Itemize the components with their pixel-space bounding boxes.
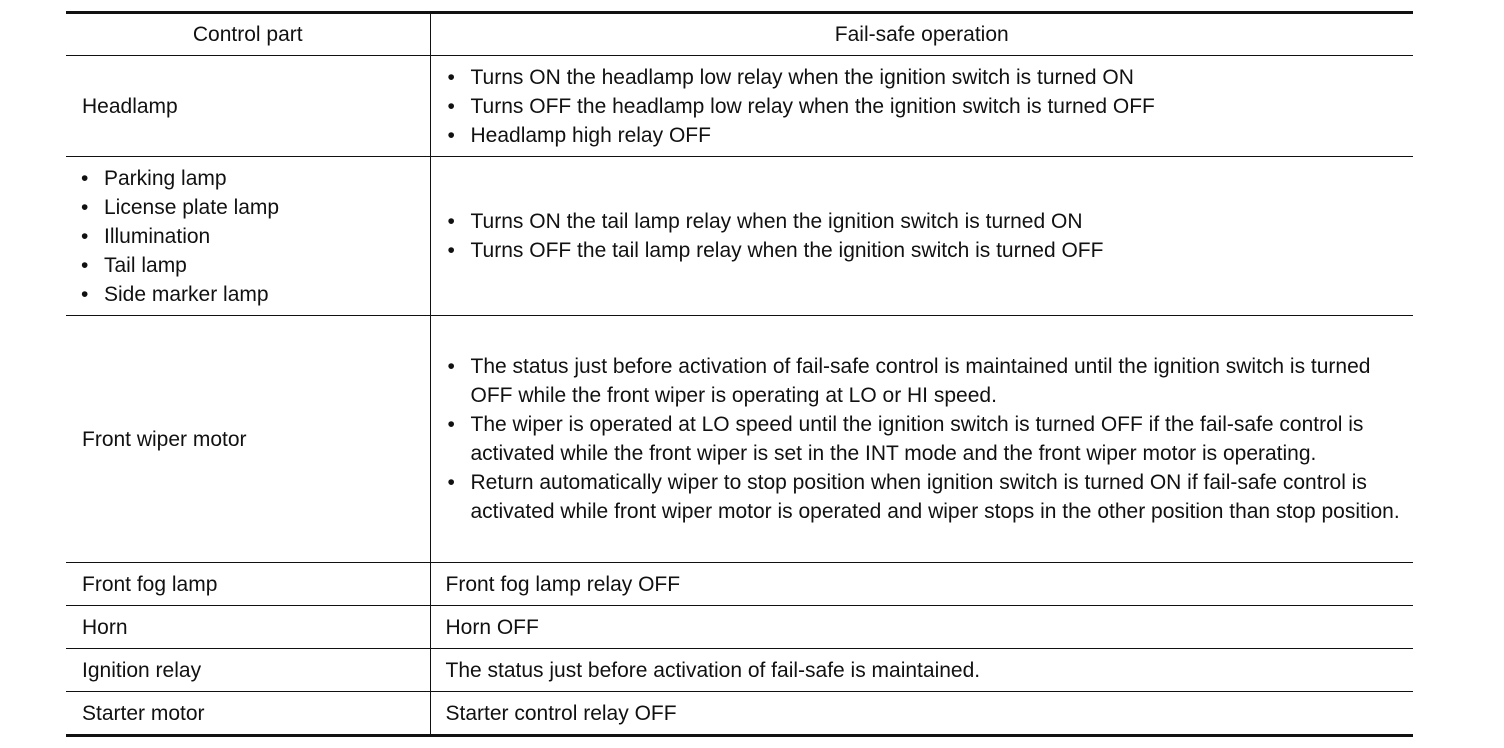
operation-cell: The status just before activation of fail-safe is maintained. — [430, 649, 1413, 692]
table-row — [66, 316, 1413, 563]
control-part-list — [79, 164, 430, 309]
control-part-cell: Starter motor — [66, 692, 430, 736]
list-item: • Tail lamp — [79, 251, 430, 280]
control-part-cell — [66, 157, 430, 316]
list-item: • Turns OFF the headlamp low relay when the ignition switch is turned OFF — [446, 92, 1408, 121]
operation-cell: Front fog lamp relay OFF — [430, 563, 1413, 606]
table-row — [66, 56, 1413, 157]
operation-cell — [430, 56, 1413, 157]
list-item: • The status just before activation of fail-safe control is maintained until the ignition switch is turned OFF while the front wiper is operating at LO or HI speed. — [446, 352, 1408, 410]
list-item: • Turns ON the tail lamp relay when the ignition switch is turned ON — [446, 207, 1408, 236]
list-item: • Side marker lamp — [79, 280, 430, 309]
table-row — [66, 692, 1413, 736]
header-fail-safe-operation: Fail-safe operation — [430, 13, 1413, 56]
list-item: • Return automatically wiper to stop position when ignition switch is turned ON if fail-safe control is activated while front wiper motor is operated and wiper stops in the other position than stop position. — [446, 468, 1408, 526]
table-row — [66, 649, 1413, 692]
fail-safe-table — [66, 11, 1413, 737]
operation-cell — [430, 157, 1413, 316]
control-part-cell: Front fog lamp — [66, 563, 430, 606]
table-row — [66, 606, 1413, 649]
operation-list — [446, 352, 1408, 526]
list-item: • License plate lamp — [79, 193, 430, 222]
list-item: • The wiper is operated at LO speed until the ignition switch is turned OFF if the fail-safe control is activated while the front wiper is set in the INT mode and the front wiper motor is operating. — [446, 410, 1408, 468]
control-part-cell: Horn — [66, 606, 430, 649]
control-part-cell: Front wiper motor — [66, 316, 430, 563]
list-item: • Turns ON the headlamp low relay when the ignition switch is turned ON — [446, 63, 1408, 92]
table-header-row — [66, 13, 1413, 56]
control-part-cell: Ignition relay — [66, 649, 430, 692]
header-control-part: Control part — [66, 13, 430, 56]
operation-cell: Horn OFF — [430, 606, 1413, 649]
list-item: • Parking lamp — [79, 164, 430, 193]
table-row — [66, 157, 1413, 316]
operation-cell: Starter control relay OFF — [430, 692, 1413, 736]
list-item: • Illumination — [79, 222, 430, 251]
fail-safe-table-container — [66, 11, 1413, 737]
operation-list — [446, 63, 1408, 150]
control-part-cell: Headlamp — [66, 56, 430, 157]
operation-cell — [430, 316, 1413, 563]
operation-list — [446, 207, 1408, 265]
table-row — [66, 563, 1413, 606]
list-item: • Turns OFF the tail lamp relay when the ignition switch is turned OFF — [446, 236, 1408, 265]
list-item: • Headlamp high relay OFF — [446, 121, 1408, 150]
